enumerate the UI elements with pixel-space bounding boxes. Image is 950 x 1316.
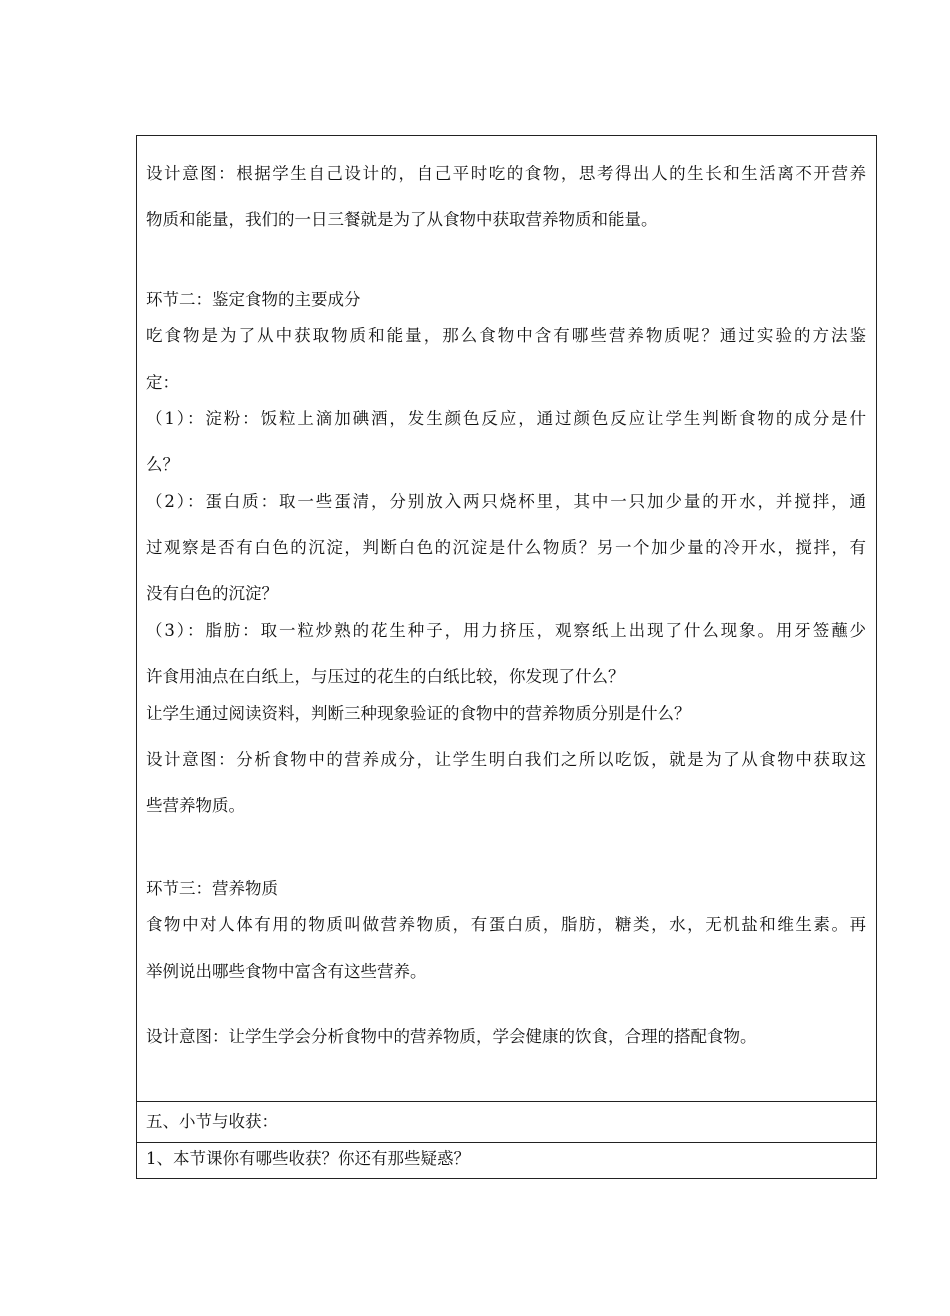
- summary-heading: 五、小节与收获：: [146, 1112, 278, 1131]
- summary-cell: [137, 1102, 876, 1143]
- reflection-question: 1、本节课你有哪些收获？你还有那些疑惑？: [146, 1149, 470, 1168]
- reading-task-line: 让学生通过阅读资料，判断三种现象验证的食物中的营养物质分别是什么？: [146, 704, 691, 723]
- section-three-heading: 环节三：营养物质: [146, 879, 278, 898]
- section-two-heading: 环节二：鉴定食物的主要成分: [146, 290, 361, 309]
- section-two-intro-line-2: 定：: [146, 373, 179, 392]
- design-intent-3-line: 设计意图：让学生学会分析食物中的营养物质，学会健康的饮食，合理的搭配食物。: [146, 1027, 757, 1046]
- design-intent-2-line-1: 设计意图：分析食物中的营养成分，让学生明白我们之所以吃饭，就是为了从食物中获取这: [146, 750, 866, 769]
- protein-test-line-2: 过观察是否有白色的沉淀，判断白色的沉淀是什么物质？另一个加少量的冷开水，搅拌，有: [146, 538, 866, 557]
- protein-test-line-3: 没有白色的沉淀？: [146, 584, 278, 603]
- design-intent-1-line-1: 设计意图：根据学生自己设计的，自己平时吃的食物，思考得出人的生长和生活离不开营养: [146, 164, 866, 183]
- question-cell: [137, 1143, 876, 1178]
- lesson-table: [136, 135, 877, 1179]
- design-intent-1-line-2: 物质和能量，我们的一日三餐就是为了从食物中获取营养物质和能量。: [146, 210, 658, 229]
- nutrients-line-1: 食物中对人体有用的物质叫做营养物质，有蛋白质，脂肪，糖类，水，无机盐和维生素。再: [146, 915, 866, 934]
- lesson-content-cell: [137, 136, 876, 1102]
- fat-test-line-1: （3）：脂肪：取一粒炒熟的花生种子，用力挤压，观察纸上出现了什么现象。用牙签蘸少: [146, 621, 866, 640]
- section-two-intro-line-1: 吃食物是为了从中获取物质和能量，那么食物中含有哪些营养物质呢？通过实验的方法鉴: [146, 326, 866, 345]
- design-intent-2-line-2: 些营养物质。: [146, 796, 245, 815]
- starch-test-line-1: （1）：淀粉：饭粒上滴加碘酒，发生颜色反应，通过颜色反应让学生判断食物的成分是什: [146, 409, 866, 428]
- starch-test-line-2: 么？: [146, 455, 179, 474]
- fat-test-line-2: 许食用油点在白纸上，与压过的花生的白纸比较，你发现了什么？: [146, 667, 625, 686]
- protein-test-line-1: （2）：蛋白质：取一些蛋清，分别放入两只烧杯里，其中一只加少量的开水，并搅拌，通: [146, 492, 866, 511]
- nutrients-line-2: 举例说出哪些食物中富含有这些营养。: [146, 962, 427, 981]
